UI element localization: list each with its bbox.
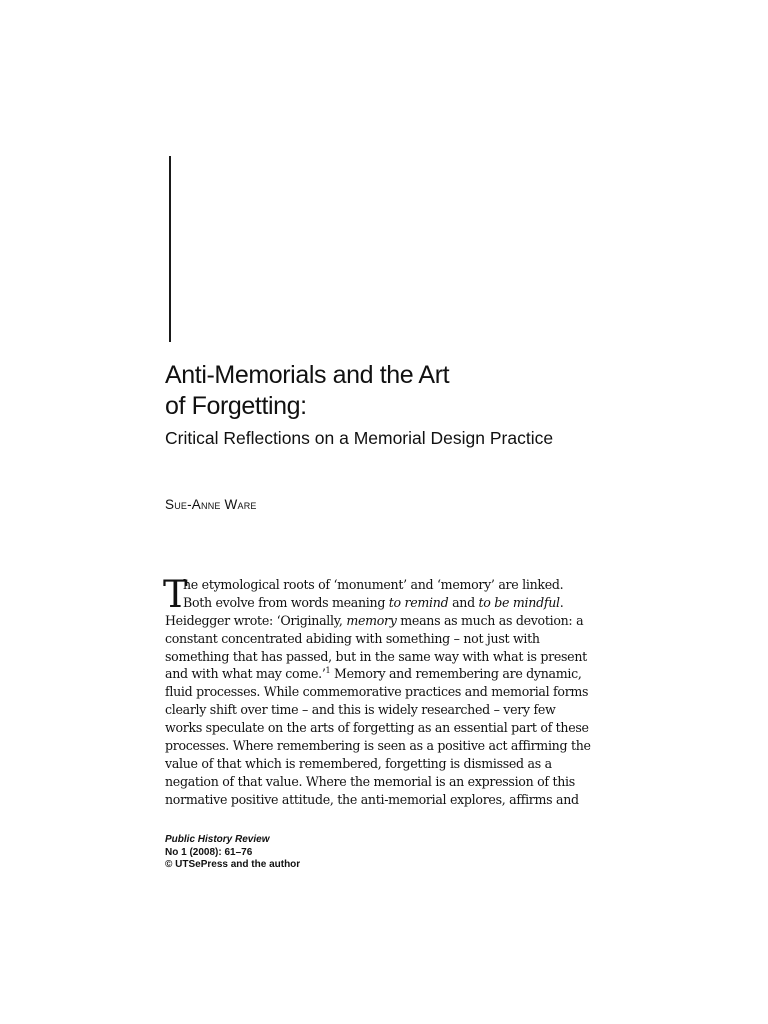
body-line: [165, 665, 605, 683]
text-run: means as much as devotion: a: [396, 612, 584, 628]
text-run: constant concentrated abiding with something – not just with: [165, 630, 540, 646]
text-run: works speculate on the arts of forgetting as an essential part of these: [165, 720, 589, 736]
body-line: [165, 773, 605, 791]
copyright-notice: © UTSePress and the author: [165, 859, 301, 870]
body-line: [165, 701, 605, 719]
title-line-1: Anti-Memorials and the Art: [165, 361, 450, 389]
italic-term: to be mindful: [478, 594, 560, 610]
text-run: Both evolve from words meaning: [183, 594, 389, 610]
footnote-ref[interactable]: 1: [325, 666, 331, 676]
body-line: [165, 737, 605, 755]
body-line: [165, 612, 605, 630]
issue-info: No 1 (2008): 61–76: [165, 846, 253, 858]
footer-citation: [165, 834, 300, 872]
text-run: Memory and remembering are dynamic,: [330, 666, 582, 682]
text-run: clearly shift over time – and this is widely researched – very few: [165, 702, 556, 718]
text-run: .: [559, 594, 564, 610]
text-run: and: [448, 594, 479, 610]
text-run: normative positive attitude, the anti-memorial explores, affirms and: [165, 791, 579, 807]
italic-term: memory: [346, 612, 397, 628]
author-name: Sue-Anne Ware: [165, 497, 257, 512]
drop-cap: T: [163, 573, 188, 616]
text-run: fluid processes. While commemorative practices and memorial forms: [165, 684, 589, 700]
body-line: [165, 576, 605, 594]
body-line: [165, 630, 605, 648]
text-run: negation of that value. Where the memorial is an expression of this: [165, 773, 575, 789]
title-block: [165, 360, 685, 450]
title-line-2: of Forgetting:: [165, 392, 307, 420]
text-run: he etymological roots of ‘monument’ and ‘memory’ are linked.: [183, 577, 564, 592]
vertical-rule: [169, 156, 171, 342]
text-run: Heidegger wrote: ‘Originally,: [165, 612, 347, 628]
text-run: processes. Where remembering is seen as a positive act affirming the: [165, 738, 591, 754]
italic-term: to remind: [388, 594, 449, 610]
body-line: [165, 683, 605, 701]
body-line: [165, 791, 605, 809]
journal-name: Public History Review: [165, 834, 270, 845]
text-run: something that has passed, but in the same way with what is present: [165, 648, 587, 664]
body-line: [165, 648, 605, 666]
body-line: [165, 594, 605, 612]
body-line: [165, 755, 605, 773]
text-run: value of that which is remembered, forgetting is dismissed as a: [165, 755, 552, 771]
text-run: and with what may come.’: [165, 666, 326, 682]
body-line: [165, 719, 605, 737]
subtitle: Critical Reflections on a Memorial Design Practice: [165, 428, 554, 448]
body-paragraph: [163, 573, 605, 809]
